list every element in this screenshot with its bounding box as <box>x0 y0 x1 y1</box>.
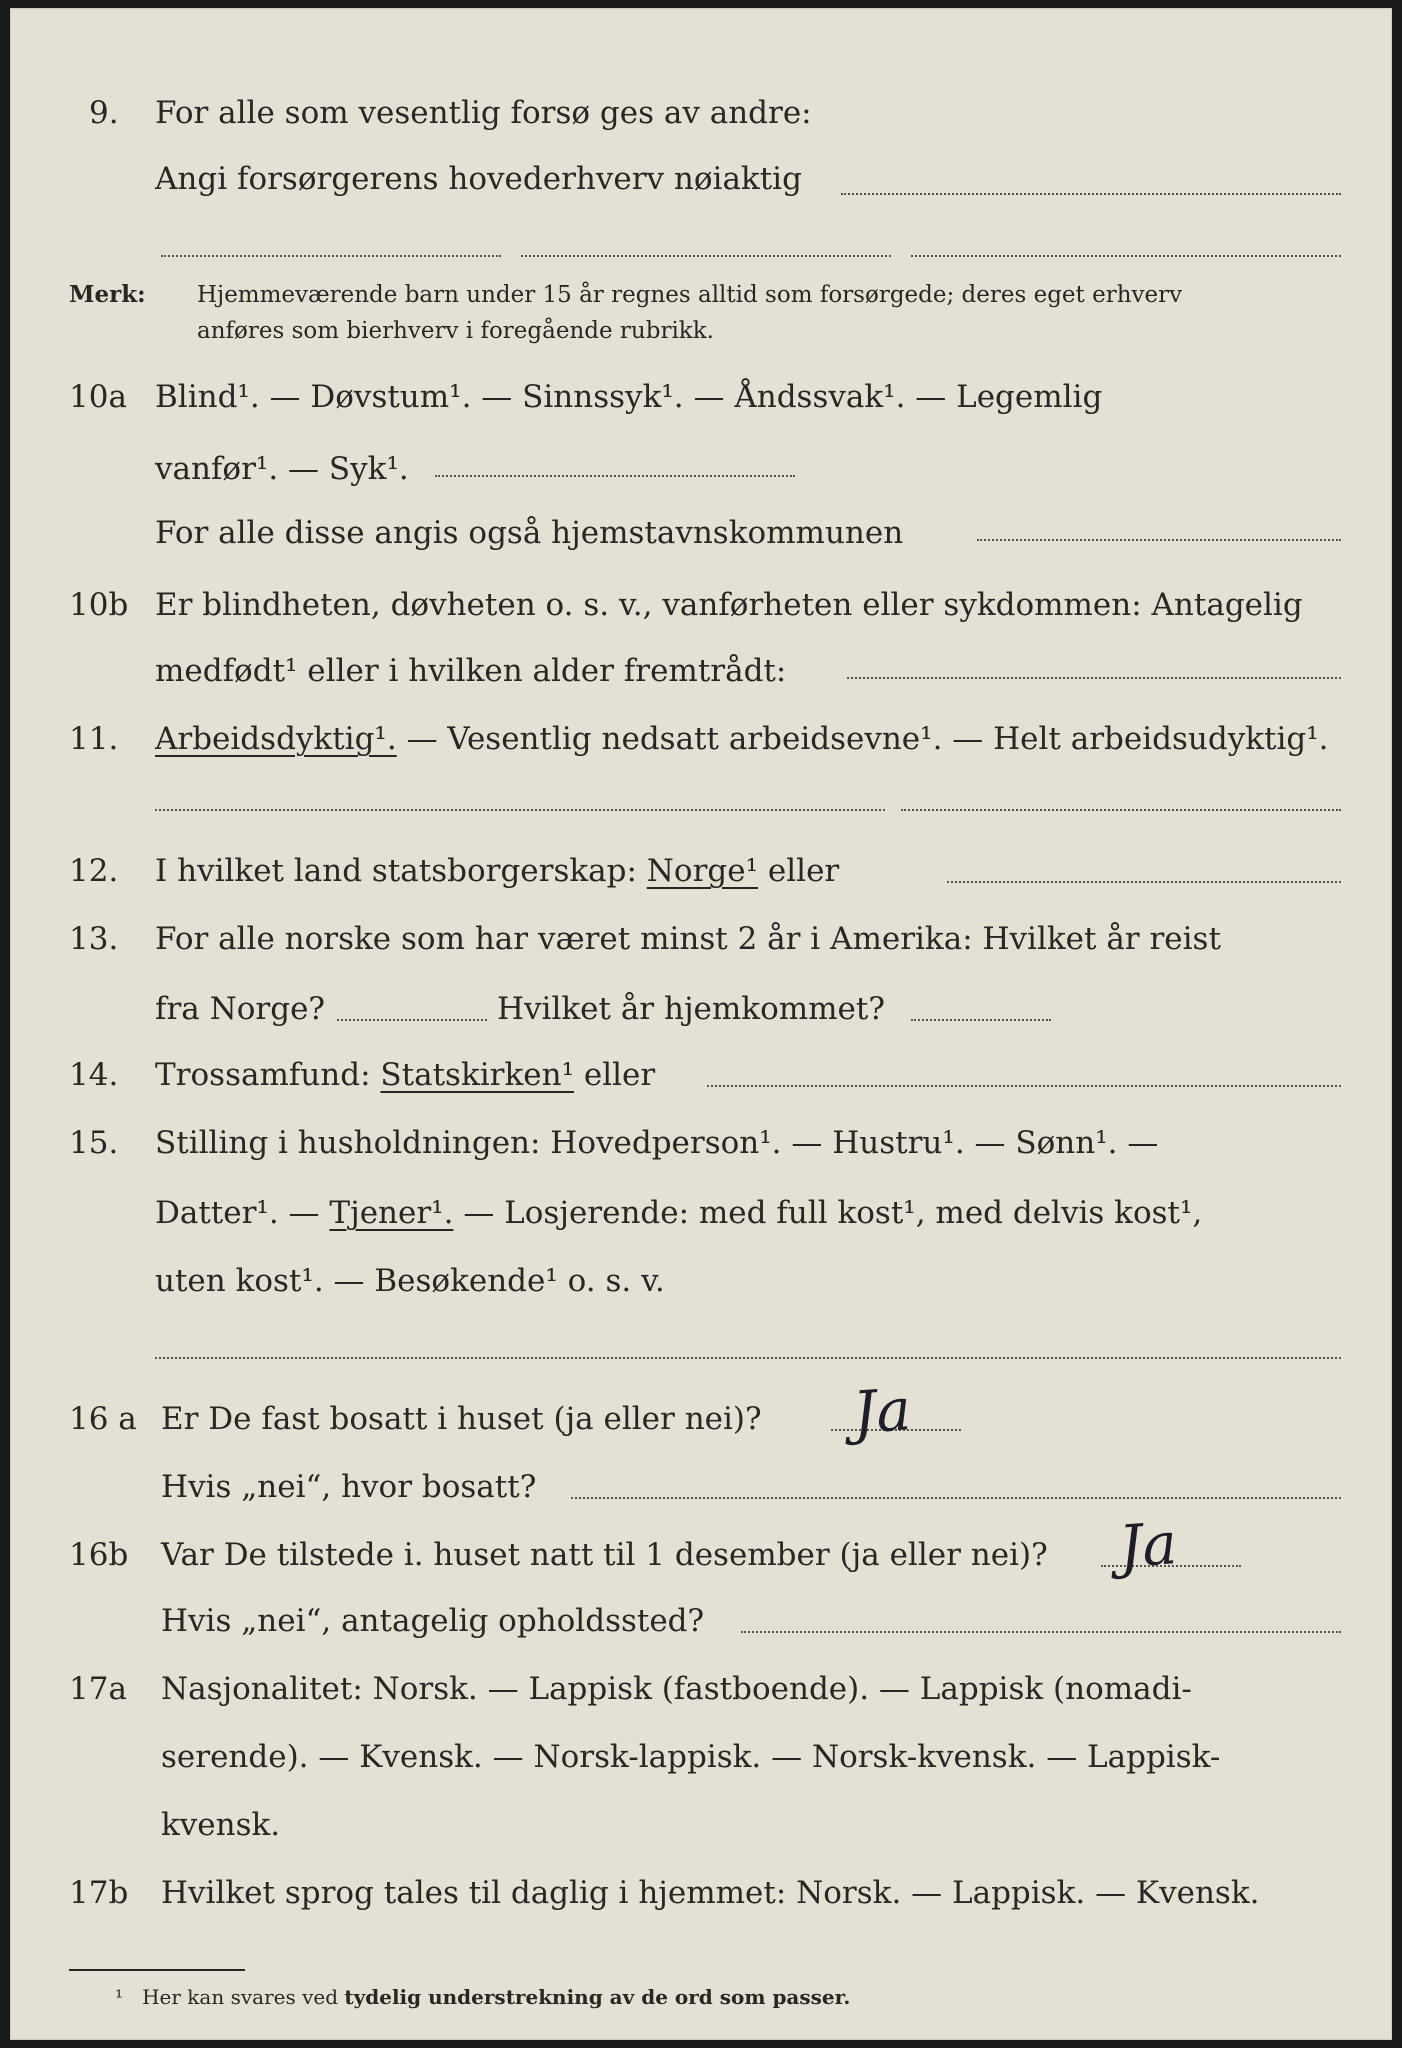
q11-rest: — Vesentlig nedsatt arbeidsevne¹. — Helt arbeidsudyktig¹. <box>406 721 1329 757</box>
q16b-number: 16b <box>69 1537 129 1573</box>
q16a-text-2: Hvis „nei“, hvor bosatt? <box>161 1469 537 1505</box>
q15-selected-option: Tjener¹. <box>329 1195 454 1231</box>
q14-selected-option: Statskirken¹ <box>380 1057 574 1093</box>
footnote-separator <box>69 1969 245 1971</box>
q14-text <box>155 1055 655 1095</box>
q15-answer-field[interactable] <box>155 1357 1341 1359</box>
q16b-text-1: Var De tilstede i. huset natt til 1 desember (ja eller nei)? <box>161 1537 1048 1573</box>
q10a-text-2: vanfør¹. — Syk¹. <box>155 451 409 487</box>
q16a-text-1: Er De fast bosatt i huset (ja eller nei)? <box>161 1401 762 1437</box>
footnote-bold: tydelig understrekning av de ord som passer. <box>344 1985 851 2009</box>
q17b-number: 17b <box>69 1875 129 1911</box>
q16a-number: 16 a <box>69 1401 137 1437</box>
q11-selected-option: Arbeidsdyktig¹. <box>155 721 397 757</box>
q9-answer-field-2a[interactable] <box>161 255 501 257</box>
merk-text-2: anføres som bierhverv i foregående rubrikk. <box>197 318 714 344</box>
q15-text-3: uten kost¹. — Besøkende¹ o. s. v. <box>155 1263 665 1299</box>
q9-answer-field-2c[interactable] <box>911 255 1341 257</box>
q9-answer-field[interactable] <box>841 193 1341 195</box>
q10a-hjemstavn-field[interactable] <box>977 539 1341 541</box>
q9-number: 9. <box>89 95 119 131</box>
q12-number: 12. <box>69 853 119 889</box>
q16b-opholdssted-field[interactable] <box>741 1631 1341 1633</box>
merk-label: Merk: <box>69 281 146 308</box>
footnote-pre: Her kan svares ved <box>142 1985 339 2009</box>
q15-number: 15. <box>69 1125 119 1161</box>
q13-text-1: For alle norske som har været minst 2 år i Amerika: Hvilket år reist <box>155 921 1221 957</box>
q12-answer-field[interactable] <box>947 881 1341 883</box>
q15-pre: Datter¹. — <box>155 1195 320 1231</box>
q15-post: — Losjerende: med full kost¹, med delvis kost¹, <box>463 1195 1203 1231</box>
q11-text <box>155 719 1329 759</box>
q10a-text-3: For alle disse angis også hjemstavnskommunen <box>155 515 904 551</box>
q13-number: 13. <box>69 921 119 957</box>
q14-answer-field[interactable] <box>707 1085 1341 1087</box>
q14-number: 14. <box>69 1057 119 1093</box>
q10b-text-2: medfødt¹ eller i hvilken alder fremtrådt: <box>155 653 787 689</box>
q13-reist-field[interactable] <box>337 1019 487 1021</box>
q17a-text-1: Nasjonalitet: Norsk. — Lappisk (fastboende). — Lappisk (nomadi- <box>161 1671 1192 1707</box>
q10b-text-1: Er blindheten, døvheten o. s. v., vanførheten eller sykdommen: Antagelig <box>155 587 1303 623</box>
q17a-number: 17a <box>69 1671 127 1707</box>
census-form-page <box>10 8 1392 2040</box>
q10b-number: 10b <box>69 587 129 623</box>
q10b-answer-field[interactable] <box>847 677 1341 679</box>
q16b-handwritten-answer: Ja <box>1116 1509 1180 1581</box>
q11-number: 11. <box>69 721 119 757</box>
q11-answer-field-a[interactable] <box>155 809 885 811</box>
footnote <box>115 1983 850 2011</box>
q17b-text-1: Hvilket sprog tales til daglig i hjemmet: Norsk. — Lappisk. — Kvensk. <box>161 1875 1260 1911</box>
q10a-answer-field[interactable] <box>435 475 795 477</box>
q16a-bosatt-field[interactable] <box>571 1497 1341 1499</box>
q9-answer-field-2b[interactable] <box>521 255 891 257</box>
q13-hjemkommet-field[interactable] <box>911 1019 1051 1021</box>
q12-pre: I hvilket land statsborgerskap: <box>155 853 637 889</box>
q9-text-1: For alle som vesentlig forsø ges av andre: <box>155 95 812 131</box>
q9-text-2: Angi forsørgerens hovederhverv nøiaktig <box>155 161 802 197</box>
q15-text-1: Stilling i husholdningen: Hovedperson¹. — Hustru¹. — Sønn¹. — <box>155 1125 1159 1161</box>
q10a-number: 10a <box>69 379 127 415</box>
q14-post: eller <box>583 1057 656 1093</box>
q10a-text-1: Blind¹. — Døvstum¹. — Sinnssyk¹. — Åndssvak¹. — Legemlig <box>155 379 1103 415</box>
q17a-text-3: kvensk. <box>161 1807 281 1843</box>
merk-text-1: Hjemmeværende barn under 15 år regnes alltid som forsørgede; deres eget erhverv <box>197 282 1183 308</box>
q15-text-2 <box>155 1193 1202 1233</box>
footnote-mark: ¹ <box>115 1985 124 2009</box>
q13-text-2b: Hvilket år hjemkommet? <box>497 991 885 1027</box>
q12-text <box>155 851 839 891</box>
q17a-text-2: serende). — Kvensk. — Norsk-lappisk. — Norsk-kvensk. — Lappisk- <box>161 1739 1221 1775</box>
q11-answer-field-b[interactable] <box>901 809 1341 811</box>
q13-text-2a: fra Norge? <box>155 991 326 1027</box>
q12-post: eller <box>767 853 840 889</box>
q16a-handwritten-answer: Ja <box>850 1375 914 1447</box>
q12-selected-option: Norge¹ <box>646 853 759 889</box>
q16b-text-2: Hvis „nei“, antagelig opholdssted? <box>161 1603 705 1639</box>
q14-pre: Trossamfund: <box>155 1057 371 1093</box>
